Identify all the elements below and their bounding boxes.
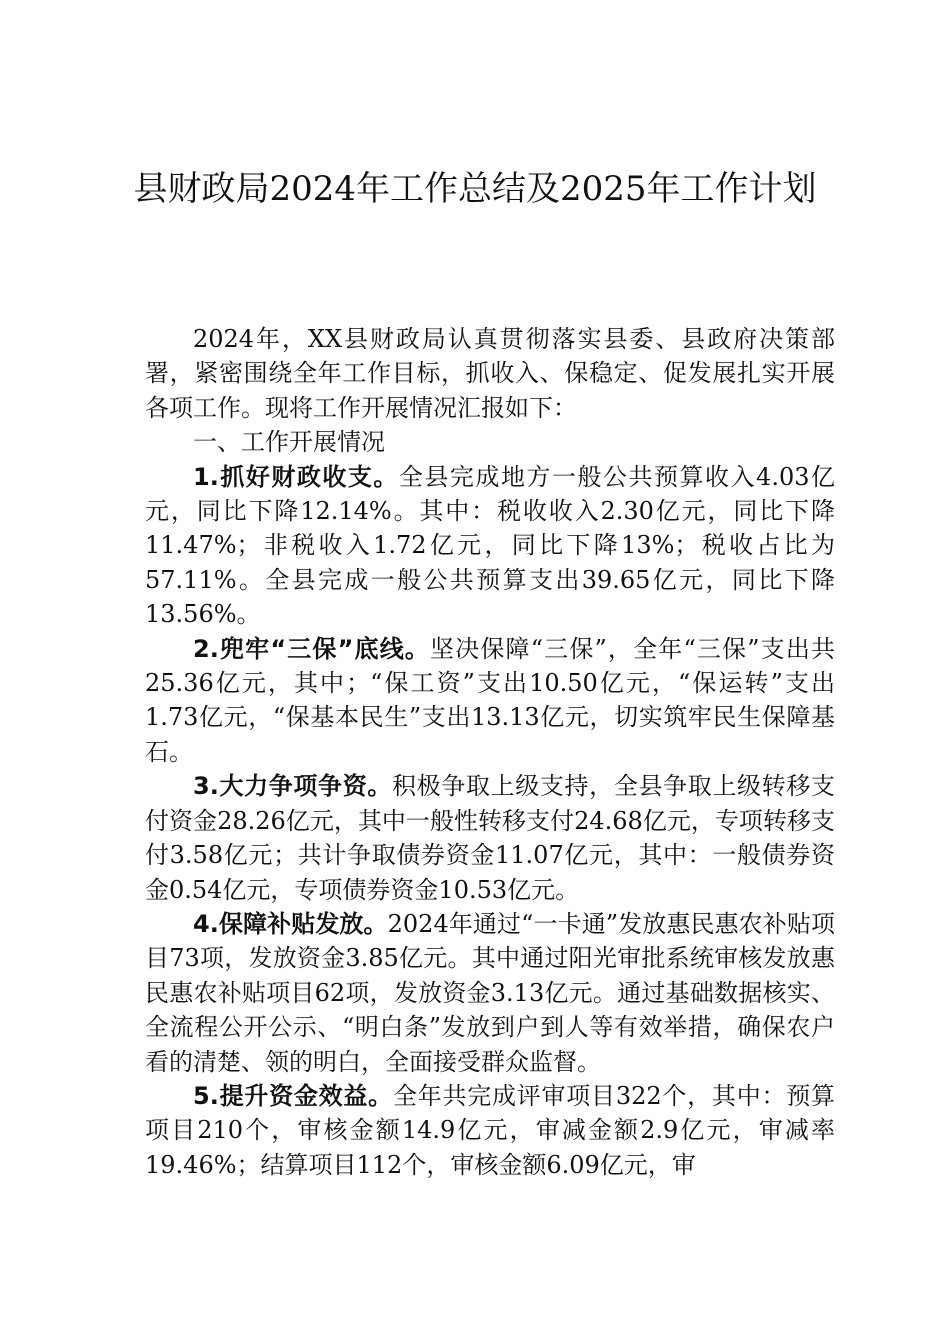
item-text-1: 全县完成地方一般公共预算收入4.03亿元，同比下降12.14%。其中：税收收入2.30亿元，同比下降11.47%；非税收入1.72亿元，同比下降13%；税收占比为57.11%。全县完成一般公共预算支出39.65亿元，同比下降13.56%。: [145, 462, 835, 629]
section-heading: 一、工作开展情况: [193, 428, 385, 457]
document-body: [145, 322, 835, 1182]
item-text-4: 2024年通过“一卡通”发放惠民惠农补贴项目73项，发放资金3.85亿元。其中通过阳光审批系统审核发放惠民惠农补贴项目62项，发放资金3.13亿元。通过基础数据核实、全流程公开公示、“明白条”发放到户到人等有效举措，确保农户看的清楚、领的明白，全面接受群众监督。: [145, 909, 835, 1076]
item-heading-1: 1.抓好财政收支。: [193, 462, 399, 491]
item-heading-3: 3.大力争项争资。: [193, 772, 392, 801]
item-paragraph-4: [145, 907, 835, 1079]
item-text-2: 坚决保障“三保”，全年“三保”支出共25.36亿元，其中；“保工资”支出10.50亿元，“保运转”支出1.73亿元，“保基本民生”支出13.13亿元，切实筑牢民生保障基石。: [145, 634, 835, 766]
item-paragraph-3: [145, 769, 835, 907]
item-heading-2: 2.兜牢“三保”底线。: [193, 634, 431, 663]
item-heading-4: 4.保障补贴发放。: [193, 909, 388, 938]
document-title: 县财政局2024年工作总结及2025年工作计划: [133, 169, 817, 209]
intro-paragraph: 2024年，XX县财政局认真贯彻落实县委、县政府决策部署，紧密围绕全年工作目标，抓收入、保稳定、促发展扎实开展各项工作。现将工作开展情况汇报如下：: [145, 325, 835, 422]
item-paragraph-1: [145, 460, 835, 632]
item-text-5: 全年共完成评审项目322个，其中：预算项目210个，审核金额14.9亿元，审减金额2.9亿元，审减率19.46%；结算项目112个，审核金额6.09亿元，审: [145, 1081, 835, 1179]
item-paragraph-5: [145, 1079, 835, 1182]
item-text-3: 积极争取上级支持，全县争取上级转移支付资金28.26亿元，其中一般性转移支付24.68亿元，专项转移支付3.58亿元；共计争取债券资金11.07亿元，其中：一般债券资金0.54亿元，专项债券资金10.53亿元。: [145, 772, 835, 904]
item-heading-5: 5.提升资金效益。: [193, 1081, 393, 1110]
item-paragraph-2: [145, 632, 835, 770]
